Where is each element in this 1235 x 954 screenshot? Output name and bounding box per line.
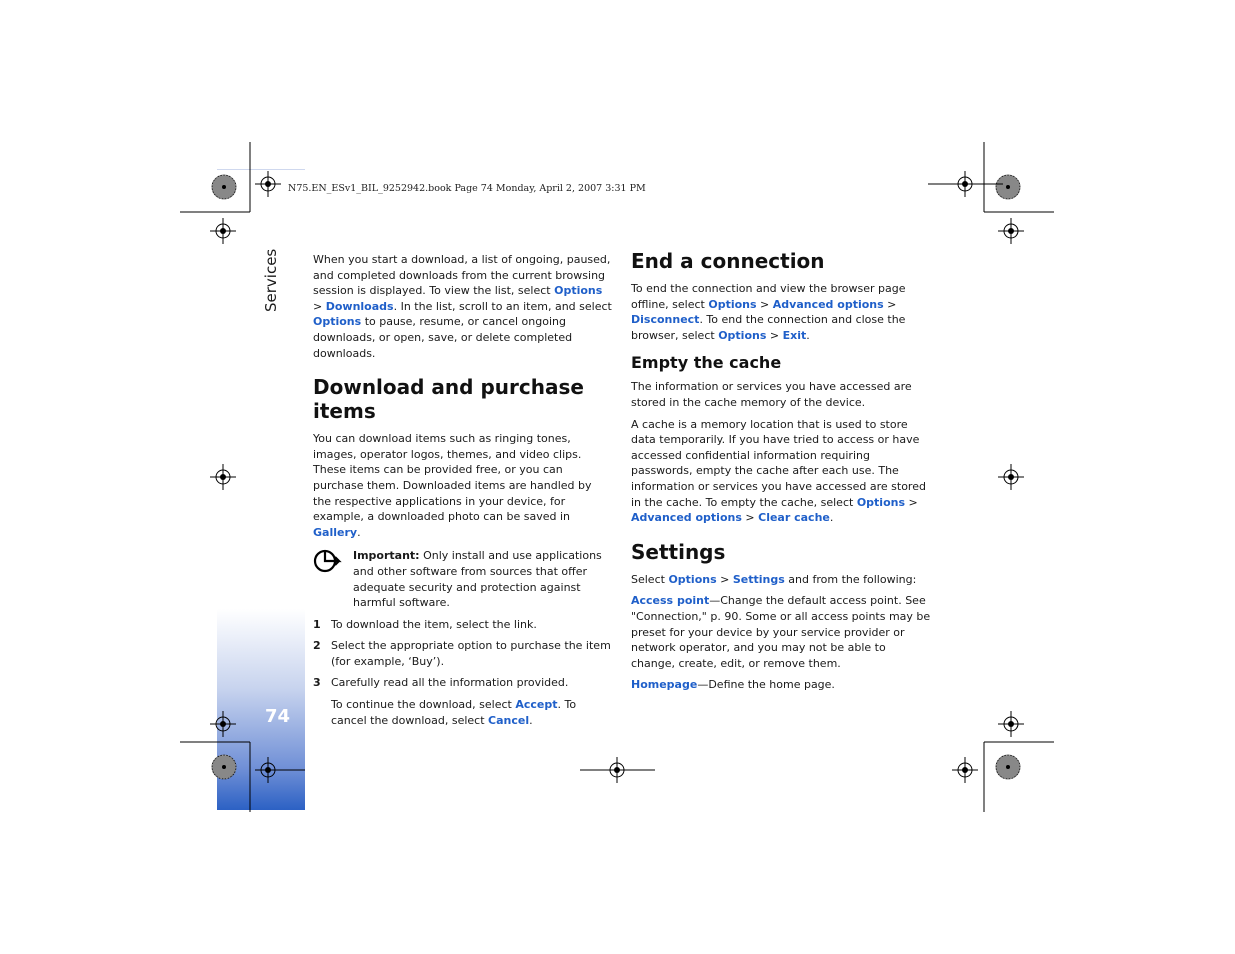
section-label: Services: [262, 248, 280, 312]
access-point-paragraph: Access point—Change the default access point. See "Connection," p. 90. Some or all access points may be preset for your device by your service provider or network operator, and you may not be able to change, create, edit, or remove them.: [631, 594, 931, 670]
options-link: Options: [313, 315, 362, 329]
page-number: 74: [265, 706, 291, 727]
important-note: [313, 548, 613, 610]
star-target-icon: [996, 755, 1020, 779]
download-paragraph: You can download items such as ringing tones, images, operator logos, themes, and video clips. These items can be provided free, or you can purchase them. Downloaded items are handled by the respective applications in your device, for example, a downloaded photo can be saved in Gallery.: [313, 432, 592, 539]
options-link: Options: [554, 284, 603, 298]
right-column: [631, 249, 933, 699]
settings-heading: Settings: [631, 539, 726, 564]
crosshair-icon: [952, 757, 978, 783]
cache-paragraph-2: A cache is a memory location that is used to store data temporarily. If you have tried to access or have accessed confidential information requiring passwords, empty the cache after each use. The information or services you have accessed are stored in the cache. To empty the cache, select Options > Advanced options > Clear cache.: [631, 417, 926, 525]
crosshair-icon: [210, 218, 236, 244]
left-column: [313, 252, 613, 734]
crosshair-icon: [998, 218, 1024, 244]
empty-cache-heading: Empty the cache: [631, 353, 782, 373]
important-icon: [313, 548, 345, 610]
star-target-icon: [996, 175, 1020, 199]
crosshair-icon: [210, 711, 236, 737]
star-target-icon: [212, 175, 236, 199]
crosshair-icon: [255, 171, 281, 197]
list-item: 2 Select the appropriate option to purchase the item (for example, ‘Buy’).: [313, 639, 611, 668]
download-heading: Download and purchase items: [313, 375, 584, 424]
book-info-header: N75.EN_ESv1_BIL_9252942.book Page 74 Monday, April 2, 2007 3:31 PM: [288, 183, 646, 194]
end-connection-heading: End a connection: [631, 249, 825, 273]
list-item: 1 To download the item, select the link.: [313, 617, 537, 631]
star-target-icon: [212, 755, 236, 779]
end-connection-paragraph: To end the connection and view the browser page offline, select Options > Advanced options > Disconnect. To end the connection and close the browser, select Options > Exit.: [631, 282, 906, 342]
cancel-link: Cancel: [488, 713, 530, 727]
intro-paragraph: When you start a download, a list of ongoing, paused, and completed downloads from the current browsing session is displayed. To view the list, select Options > Downloads. In the list, scroll to an item, and select Options to pause, resume, or cancel ongoing downloads, or open, save, or delete completed downloads.: [313, 253, 612, 360]
settings-intro: Select Options > Settings and from the following:: [631, 572, 917, 586]
accept-link: Accept: [515, 698, 558, 712]
homepage-paragraph: Homepage—Define the home page.: [631, 678, 835, 692]
important-text: Important: Only install and use applications and other software from sources that offer adequate security and protection against harmful software.: [353, 549, 602, 610]
downloads-link: Downloads: [325, 299, 394, 313]
continue-paragraph: To continue the download, select Accept. To cancel the download, select Cancel.: [331, 698, 577, 727]
crosshair-icon: [998, 464, 1024, 490]
list-item: 3 Carefully read all the information provided.: [313, 676, 569, 690]
cache-paragraph-1: The information or services you have accessed are stored in the cache memory of the device.: [631, 380, 912, 409]
steps-list: [313, 617, 613, 691]
crosshair-icon: [998, 711, 1024, 737]
gallery-link: Gallery: [313, 525, 358, 539]
crosshair-icon: [210, 464, 236, 490]
